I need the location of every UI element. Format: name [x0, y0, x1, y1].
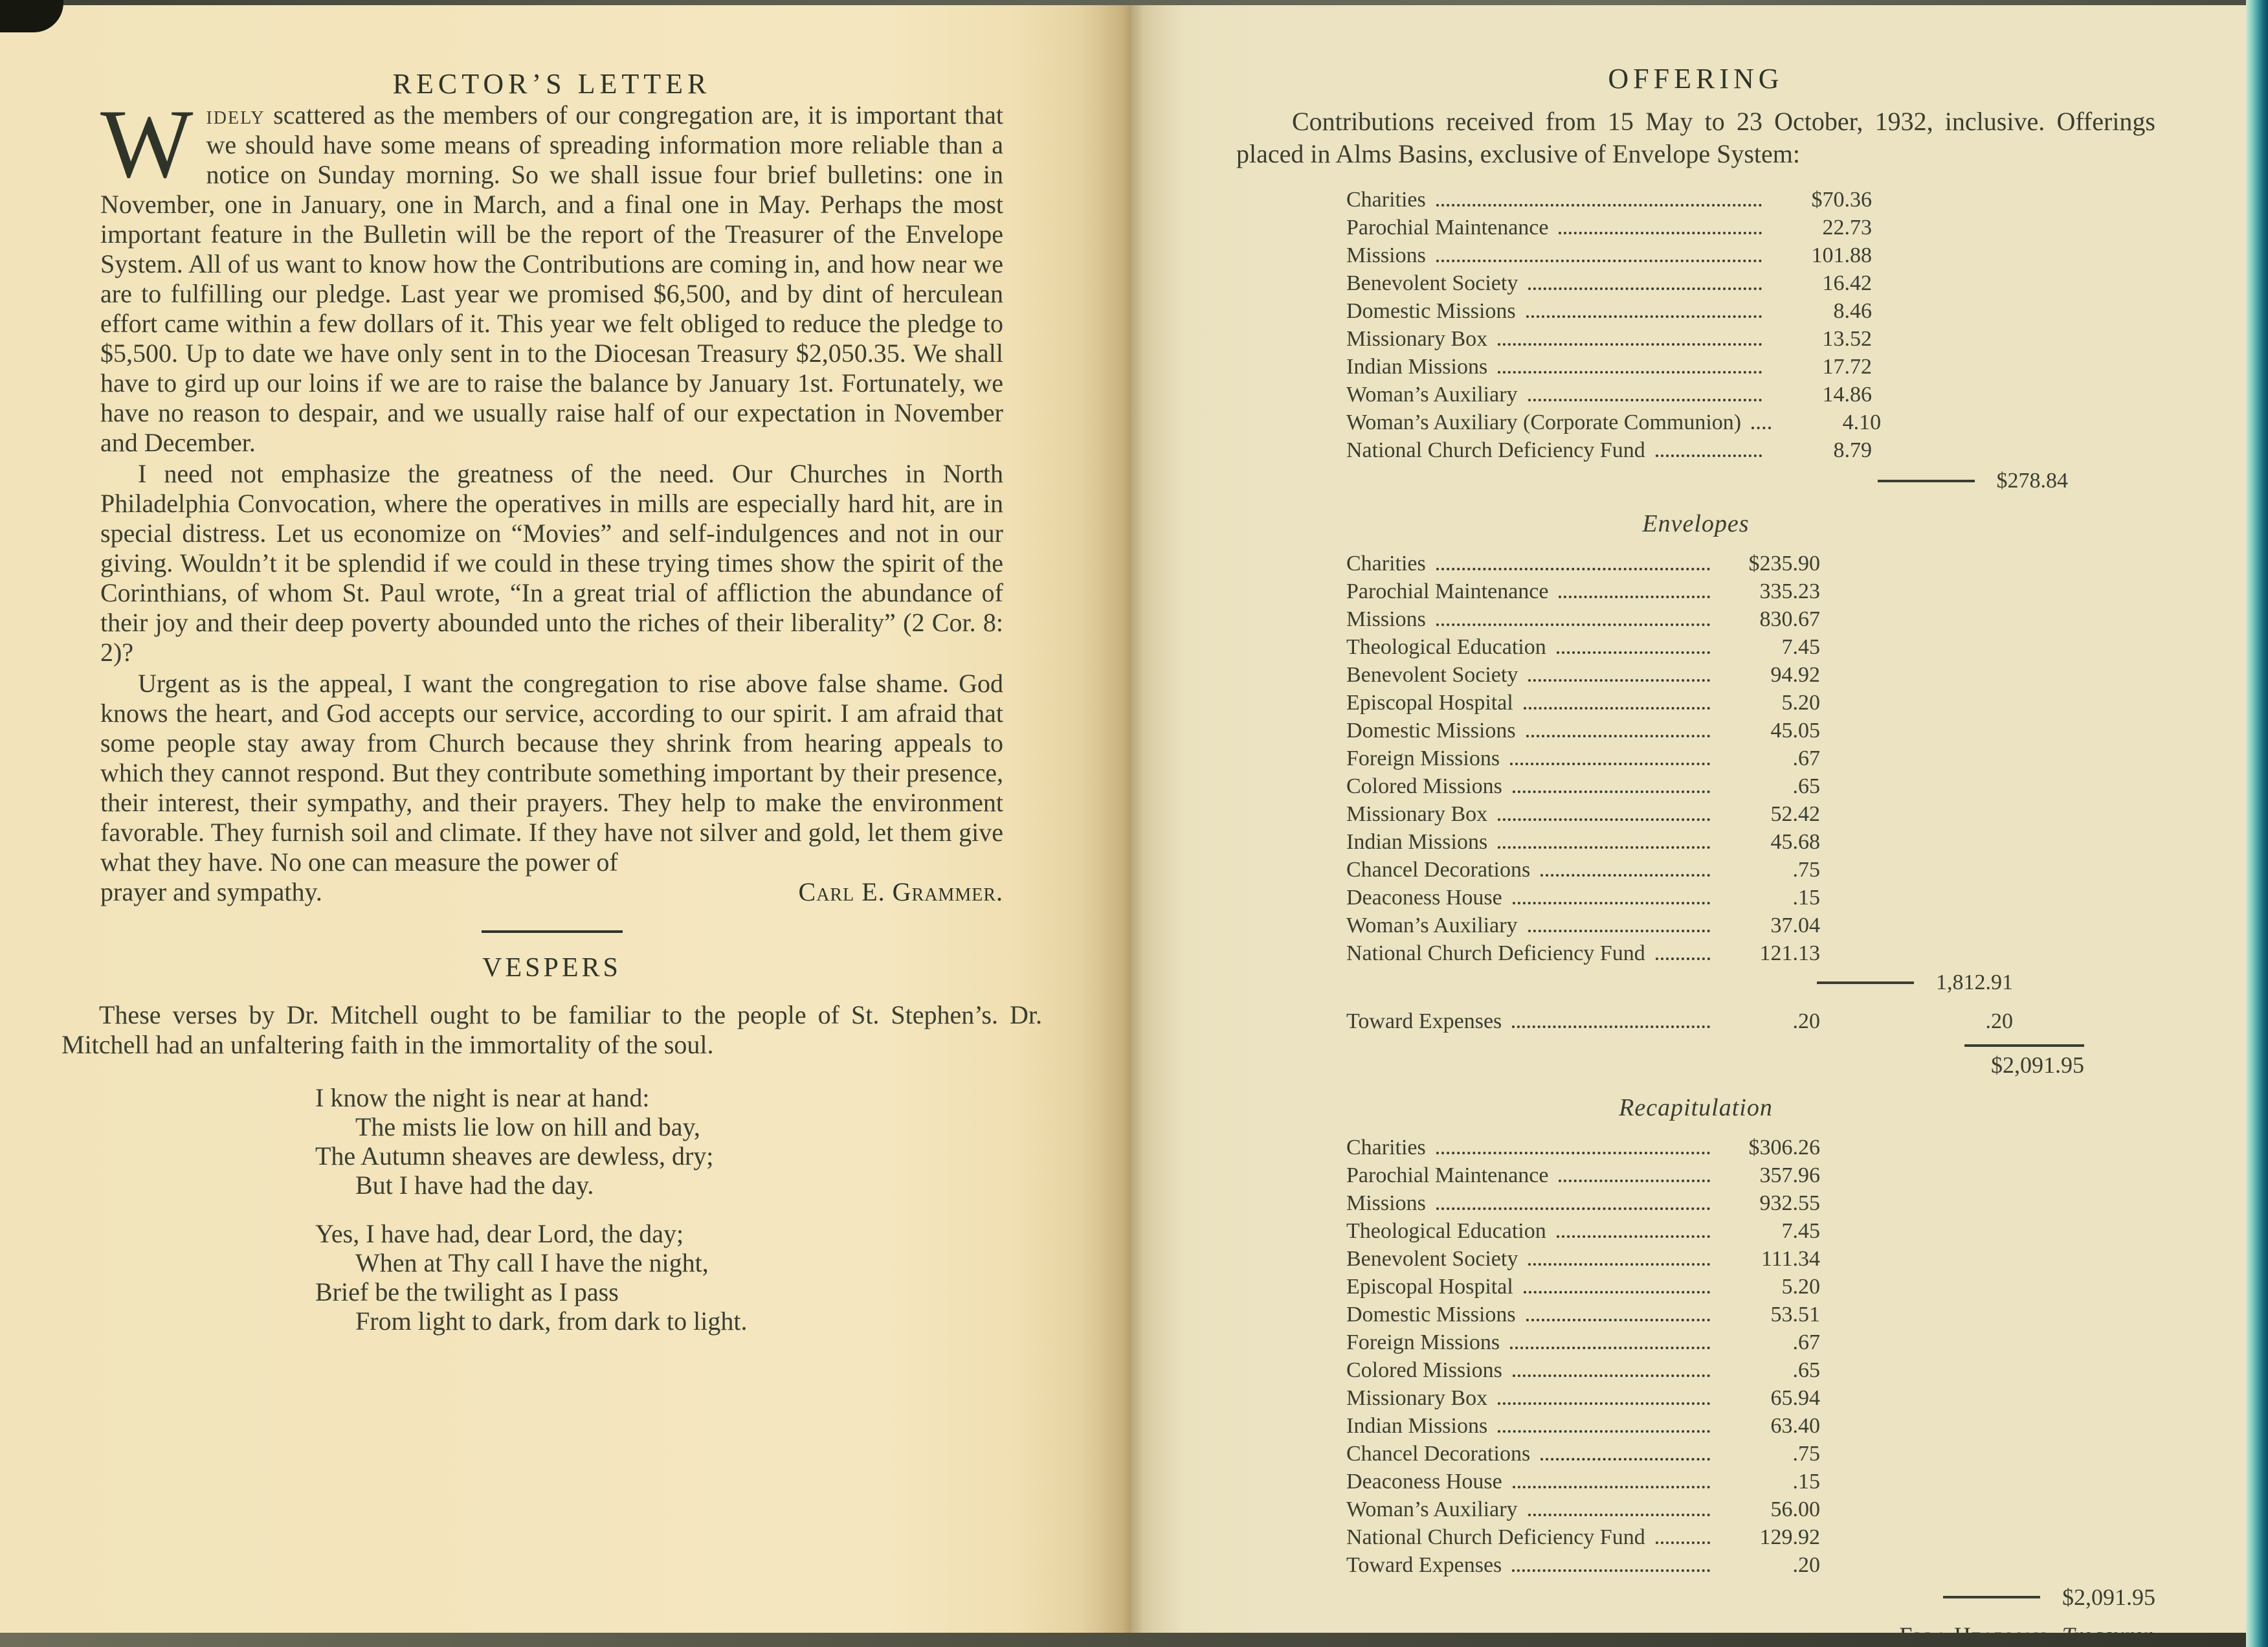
letter-paragraph: Urgent as is the appeal, I want the congregation to rise above false shame. God knows the heart, and God accepts our service, according to our spirit. I am afraid that some people stay away from Church because they shrink from hearing appeals to which they cannot respond. But they contribute something important by their presence, their interest, their sympathy, and their prayers. They help to make the environment favorable. They furnish soil and climate. If they have not silver and gold, let them give what they have. No one can measure the power of	[100, 669, 1003, 877]
row-label: Episcopal Hospital	[1346, 691, 1513, 715]
poem-line: The mists lie low on hill and bay,	[355, 1112, 700, 1141]
row-label: Episcopal Hospital	[1346, 1275, 1513, 1299]
row-amount: 101.88	[1811, 243, 1872, 267]
leader-dots	[1513, 902, 1710, 904]
letter-closing-line	[100, 877, 1003, 907]
table-row	[1346, 214, 1872, 241]
row-amount: 45.05	[1770, 719, 1820, 743]
sum-rule	[1817, 981, 1914, 984]
letter-paragraph	[100, 89, 1003, 458]
table-row	[1346, 1189, 1820, 1217]
row-label: Colored Missions	[1346, 774, 1502, 798]
scan-edge-top	[0, 0, 2268, 5]
row-label: Missionary Box	[1346, 327, 1488, 351]
row-label: Deaconess House	[1346, 886, 1502, 910]
row-label: Deaconess House	[1346, 1470, 1502, 1494]
leader-dots	[1498, 343, 1762, 346]
row-amount: 17.72	[1822, 355, 1872, 379]
offering-title: OFFERING	[1608, 63, 1784, 95]
row-amount: 8.46	[1833, 299, 1872, 323]
row-amount: 8.79	[1833, 438, 1872, 462]
row-amount: 4.10	[1842, 410, 1882, 434]
envelopes-subtotal: 1,812.91	[1936, 970, 2013, 994]
table-row	[1346, 1328, 1820, 1356]
sum-rule	[1943, 1596, 2040, 1598]
leader-dots	[1656, 454, 1762, 457]
row-label: Charities	[1346, 552, 1426, 576]
row-amount: 53.51	[1770, 1303, 1820, 1327]
leader-dots	[1498, 1430, 1710, 1433]
row-amount: .15	[1792, 886, 1820, 910]
table-row	[1346, 1161, 1820, 1189]
row-amount: 56.00	[1770, 1497, 1820, 1521]
toward-expenses-row	[1236, 1007, 2155, 1035]
offering-intro: Contributions received from 15 May to 23 October, 1932, inclusive. Offerings placed in Alms Basins, exclusive of Envelope System:	[1236, 107, 2155, 168]
spacer	[1236, 998, 2155, 1007]
leader-dots	[1528, 1514, 1710, 1516]
leader-dots	[1498, 371, 1762, 374]
leader-dots	[1498, 818, 1710, 821]
leader-dots	[1510, 1347, 1710, 1349]
toward-expenses-inner	[1346, 1007, 1820, 1035]
leader-dots	[1526, 315, 1762, 318]
table-row	[1346, 1523, 1820, 1551]
row-label: Benevolent Society	[1346, 1247, 1518, 1271]
poem-line: I know the night is near at hand:	[315, 1083, 650, 1112]
left-page	[0, 5, 1131, 1633]
table-row	[1346, 381, 1872, 409]
table-row	[1346, 800, 1820, 828]
row-label: Missionary Box	[1346, 802, 1488, 826]
recapitulation-total-line	[1236, 1583, 2155, 1611]
row-label: Parochial Maintenance	[1346, 216, 1549, 240]
row-label: Domestic Missions	[1346, 299, 1516, 323]
row-label: Chancel Decorations	[1346, 858, 1531, 882]
leader-dots	[1524, 707, 1710, 710]
sum-rule	[1964, 1044, 2084, 1047]
table-row	[1346, 828, 1820, 856]
row-label: National Church Deficiency Fund	[1346, 941, 1645, 965]
row-label: Woman’s Auxiliary (Corporate Communion)	[1346, 410, 1742, 434]
scan-edge-teal	[2246, 0, 2268, 1647]
leader-dots	[1436, 568, 1710, 570]
rector-signature: Carl E. Grammer.	[798, 877, 1003, 906]
poem-stanza	[315, 1083, 1003, 1200]
row-label: Parochial Maintenance	[1346, 579, 1549, 603]
row-label: Woman’s Auxiliary	[1346, 913, 1518, 937]
scan-edge-bottom	[0, 1633, 2268, 1647]
row-amount: $235.90	[1748, 552, 1820, 576]
row-amount: .75	[1792, 1442, 1820, 1466]
leader-dots	[1436, 1207, 1710, 1210]
row-label: Woman’s Auxiliary	[1346, 1497, 1518, 1521]
row-label: Parochial Maintenance	[1346, 1163, 1549, 1187]
table-row	[1346, 325, 1872, 353]
table-row	[1346, 717, 1820, 745]
leader-dots	[1436, 1152, 1710, 1154]
row-amount: 7.45	[1781, 1219, 1820, 1243]
row-outer-amount: .20	[1985, 1009, 2013, 1033]
row-amount: 13.52	[1822, 327, 1872, 351]
row-label: Foreign Missions	[1346, 746, 1500, 770]
alms-subtotal-line	[1236, 467, 2068, 495]
row-amount: 5.20	[1781, 691, 1820, 715]
leader-dots	[1528, 399, 1762, 401]
table-row	[1346, 1440, 1820, 1468]
leader-dots	[1557, 1235, 1710, 1238]
leader-dots	[1510, 763, 1710, 765]
row-label: Missions	[1346, 243, 1426, 267]
left-page-content	[61, 67, 1042, 1355]
table-row	[1346, 1384, 1820, 1412]
alms-basins-table	[1346, 186, 2155, 464]
row-amount: 16.42	[1822, 271, 1872, 295]
envelopes-total: $2,091.95	[1991, 1052, 2084, 1078]
table-row	[1346, 772, 1820, 800]
recapitulation-heading: Recapitulation	[1619, 1094, 1773, 1121]
letter-paragraph-text: scattered as the members of our congregation are, it is important that we should have some means of spreading information more reliable than a notice on Sunday morning. So we shall issue four brief bulletins: one in November, one in January, one in March, and a final one in May. Perhaps the most important feature in the Bulletin will be the report of the Treasurer of the Envelope System. All of us want to know how the Contributions are coming in, and how near we are to fulfilling our pledge. Last year we promised $6,500, and by dint of herculean effort came within a few dollars of it. This year we felt obliged to reduce the pledge to $5,500. Up to date we have only sent in to the Diocesan Treasury $2,050.35. We shall have to gird up our loins if we are to raise the balance by January 1st. Fortunately, we have no reason to despair, and we usually raise half of our expectation in November and December.	[100, 100, 1003, 457]
leader-dots	[1528, 930, 1710, 932]
rectors-letter-title: RECTOR’S LETTER	[392, 68, 711, 100]
row-amount: 932.55	[1759, 1191, 1820, 1215]
table-row	[1346, 241, 1872, 269]
leader-dots	[1436, 204, 1762, 207]
row-amount: 335.23	[1759, 579, 1820, 603]
leader-dots	[1559, 232, 1762, 234]
envelopes-heading: Envelopes	[1642, 510, 1750, 537]
row-label: Missions	[1346, 1191, 1426, 1215]
leader-dots	[1512, 1025, 1710, 1028]
table-row	[1346, 577, 1820, 605]
row-amount: 37.04	[1770, 913, 1820, 937]
vespers-title: VESPERS	[482, 953, 621, 983]
row-amount: 94.92	[1770, 663, 1820, 687]
row-label: Theological Education	[1346, 1219, 1546, 1243]
row-amount: .67	[1792, 1330, 1820, 1354]
row-label: Woman’s Auxiliary	[1346, 383, 1518, 407]
right-page-content	[1236, 62, 2155, 1647]
table-row	[1346, 1007, 1820, 1035]
alms-subtotal: $278.84	[1996, 469, 2068, 493]
row-label: Benevolent Society	[1346, 663, 1518, 687]
row-amount: 121.13	[1759, 941, 1820, 965]
table-row	[1346, 1496, 1820, 1523]
row-amount: .20	[1792, 1009, 1820, 1033]
leader-dots	[1528, 287, 1762, 290]
leader-dots	[1540, 874, 1710, 877]
row-label: Indian Missions	[1346, 1414, 1488, 1438]
poem-line: Brief be the twilight as I pass	[315, 1277, 619, 1306]
row-amount: 7.45	[1781, 635, 1820, 659]
table-row	[1346, 1468, 1820, 1496]
row-amount: .67	[1792, 746, 1820, 770]
table-row	[1346, 1412, 1820, 1440]
vespers-intro: These verses by Dr. Mitchell ought to be familiar to the people of St. Stephen’s. Dr. Mitchell had an unfaltering faith in the immortality of the soul.	[61, 1000, 1042, 1059]
table-row	[1346, 1356, 1820, 1384]
leader-dots	[1751, 427, 1771, 429]
row-label: Foreign Missions	[1346, 1330, 1500, 1354]
poem-stanza	[315, 1219, 1003, 1336]
row-amount: 22.73	[1822, 216, 1872, 240]
leader-dots	[1656, 1541, 1710, 1544]
row-label: Indian Missions	[1346, 830, 1488, 854]
table-row	[1346, 884, 1820, 912]
row-amount: 5.20	[1781, 1275, 1820, 1299]
envelopes-subtotal-line	[1236, 969, 2013, 997]
row-label: Missions	[1346, 607, 1426, 631]
table-row	[1346, 1551, 1820, 1579]
table-row	[1346, 269, 1872, 297]
leader-dots	[1436, 623, 1710, 626]
leader-dots	[1656, 958, 1710, 960]
leader-dots	[1513, 790, 1710, 793]
table-row	[1346, 1245, 1820, 1273]
table-row	[1346, 912, 1820, 939]
table-row	[1346, 661, 1820, 689]
row-label: Domestic Missions	[1346, 719, 1516, 743]
row-amount: .65	[1792, 1358, 1820, 1382]
row-label: Benevolent Society	[1346, 271, 1518, 295]
row-amount: .65	[1792, 774, 1820, 798]
table-row	[1346, 1301, 1820, 1328]
leader-dots	[1498, 1402, 1710, 1405]
poem-line: The Autumn sheaves are dewless, dry;	[315, 1141, 714, 1171]
sum-rule	[1878, 480, 1975, 482]
table-row	[1346, 1217, 1820, 1245]
table-row	[1346, 745, 1820, 772]
row-amount: $70.36	[1811, 188, 1872, 212]
row-amount: $306.26	[1748, 1136, 1820, 1160]
table-row	[1346, 1273, 1820, 1301]
leader-dots	[1524, 1291, 1710, 1294]
row-amount: 45.68	[1770, 830, 1820, 854]
poem-line: Yes, I have had, dear Lord, the day;	[315, 1219, 684, 1248]
table-row	[1346, 939, 1820, 967]
row-amount: .75	[1792, 858, 1820, 882]
lead-small-caps: idely	[206, 100, 265, 129]
leader-dots	[1526, 1319, 1710, 1321]
table-row	[1346, 605, 1820, 633]
right-page	[1131, 5, 2246, 1633]
leader-dots	[1528, 679, 1710, 682]
table-row	[1346, 186, 1872, 214]
row-amount: 52.42	[1770, 802, 1820, 826]
row-amount: .15	[1792, 1470, 1820, 1494]
leader-dots	[1557, 651, 1710, 654]
row-label: Charities	[1346, 1136, 1426, 1160]
table-row	[1346, 633, 1820, 661]
rectors-letter-body	[100, 89, 1003, 907]
leader-dots	[1540, 1458, 1710, 1461]
drop-cap: W	[100, 89, 194, 198]
table-row	[1346, 689, 1820, 717]
leader-dots	[1513, 1486, 1710, 1488]
table-row	[1346, 297, 1872, 325]
row-label: Colored Missions	[1346, 1358, 1502, 1382]
letter-closing-text: prayer and sympathy.	[100, 877, 322, 906]
row-label: Indian Missions	[1346, 355, 1488, 379]
row-label: National Church Deficiency Fund	[1346, 1525, 1645, 1549]
table-row	[1346, 436, 1872, 464]
table-row	[1346, 856, 1820, 884]
row-label: Missionary Box	[1346, 1386, 1488, 1410]
vespers-poem	[315, 1083, 1003, 1336]
recapitulation-total: $2,091.95	[2062, 1584, 2155, 1610]
poem-line: From light to dark, from dark to light.	[355, 1306, 748, 1336]
row-label: Toward Expenses	[1346, 1553, 1502, 1577]
table-row	[1346, 550, 1820, 577]
leader-dots	[1559, 1180, 1710, 1182]
leader-dots	[1513, 1374, 1710, 1377]
table-row	[1346, 409, 1882, 436]
envelopes-table	[1346, 550, 2155, 967]
leader-dots	[1436, 260, 1762, 262]
row-amount: .20	[1792, 1553, 1820, 1577]
table-row	[1346, 1134, 1820, 1161]
leader-dots	[1526, 735, 1710, 737]
row-label: Domestic Missions	[1346, 1303, 1516, 1327]
row-amount: 830.67	[1759, 607, 1820, 631]
row-label: Toward Expenses	[1346, 1009, 1502, 1033]
row-label: National Church Deficiency Fund	[1346, 438, 1645, 462]
row-amount: 111.34	[1761, 1247, 1820, 1271]
table-row	[1346, 353, 1872, 381]
row-amount: 14.86	[1822, 383, 1872, 407]
poem-line: But I have had the day.	[355, 1171, 594, 1200]
section-divider	[482, 930, 623, 933]
leader-dots	[1512, 1569, 1710, 1572]
leader-dots	[1528, 1263, 1710, 1266]
row-amount: 357.96	[1759, 1163, 1820, 1187]
envelopes-total-rule	[1236, 1044, 2084, 1047]
row-label: Charities	[1346, 188, 1426, 212]
row-amount: 129.92	[1759, 1525, 1820, 1549]
row-label: Chancel Decorations	[1346, 1442, 1531, 1466]
poem-line: When at Thy call I have the night,	[355, 1248, 709, 1277]
row-amount: 63.40	[1770, 1414, 1820, 1438]
recapitulation-table	[1346, 1134, 2155, 1579]
letter-paragraph: I need not emphasize the greatness of the need. Our Churches in North Philadelphia Convocation, where the operatives in mills are especially hard hit, are in special distress. Let us economize on “Movies” and self-indulgences and not in our giving. Wouldn’t it be splendid if we could in these trying times show the spirit of the Corinthians, of whom St. Paul wrote, “In a great trial of affliction the abundance of their joy and their deep poverty abounded unto the riches of their liberality” (2 Cor. 8: 2)?	[100, 459, 1003, 667]
row-amount: 65.94	[1770, 1386, 1820, 1410]
leader-dots	[1498, 846, 1710, 849]
leader-dots	[1559, 596, 1710, 598]
row-label: Theological Education	[1346, 635, 1546, 659]
